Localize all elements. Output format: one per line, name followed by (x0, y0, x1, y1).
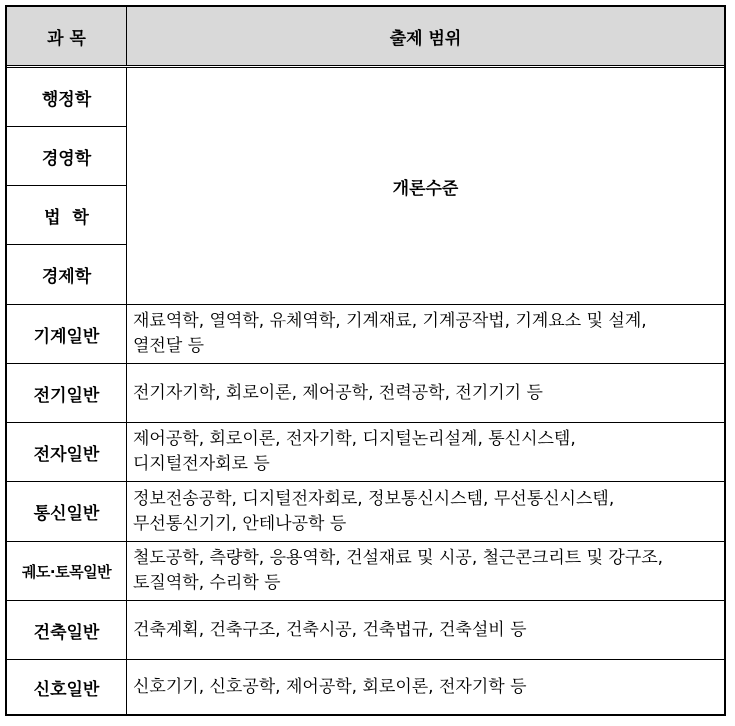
scope-rail-civil: 철도공학, 측량학, 응용역학, 건설재료 및 시공, 철근콘크리트 및 강구조, 토질역학, 수리학 등 (133, 548, 664, 593)
subject-law: 법 학 (7, 186, 127, 244)
subject-telecom: 통신일반 (7, 482, 127, 541)
subject-rail-civil: 궤도·토목일반 (7, 542, 127, 600)
subject-economics: 경제학 (7, 245, 127, 304)
scope-telecom: 정보전송공학, 디지털전자회로, 정보통신시스템, 무선통신시스템, 무선통신기기, 안테나공학 등 (133, 488, 615, 534)
scope-signal: 신호기기, 신호공학, 제어공학, 회로이론, 전자기학 등 (133, 676, 527, 697)
subject-mechanical: 기계일반 (7, 305, 127, 363)
subject-business-administration: 경영학 (7, 127, 127, 185)
header-scope: 출제 범위 (127, 7, 724, 65)
merged-scope: 개론수준 (392, 178, 459, 199)
subject-public-administration: 행정학 (7, 68, 127, 126)
exam-scope-table (5, 5, 726, 716)
subject-electronics: 전자일반 (7, 423, 127, 481)
scope-electronics: 제어공학, 회로이론, 전자기학, 디지털논리설계, 통신시스템, 디지털전자회로 등 (133, 429, 576, 474)
subject-architecture: 건축일반 (7, 601, 127, 659)
scope-mechanical: 재료역학, 열역학, 유체역학, 기계재료, 기계공작법, 기계요소 및 설계, 열전달 등 (133, 311, 647, 356)
scope-electrical: 전기자기학, 회로이론, 제어공학, 전력공학, 전기기기 등 (133, 382, 543, 403)
subject-signal: 신호일반 (7, 660, 127, 714)
scope-architecture: 건축계획, 건축구조, 건축시공, 건축법규, 건축설비 등 (133, 619, 527, 640)
subject-electrical: 전기일반 (7, 364, 127, 422)
header-subject: 과 목 (7, 7, 127, 65)
